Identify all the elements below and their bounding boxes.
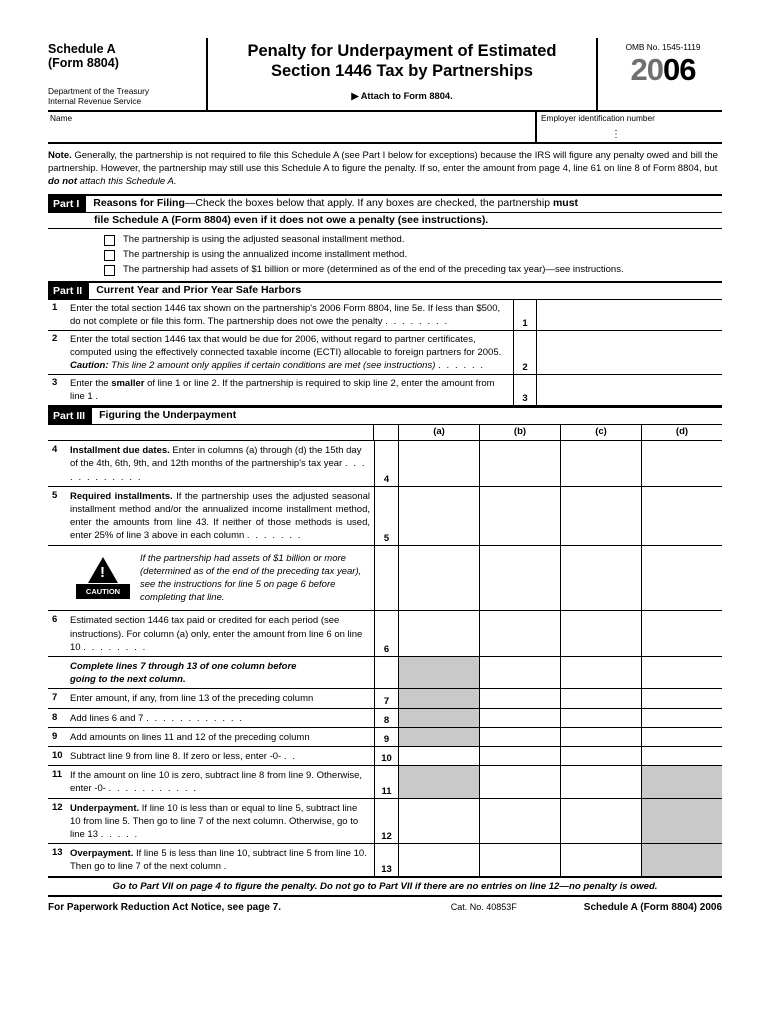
caution-cell-a[interactable]: [398, 546, 479, 611]
line-1-text: [70, 300, 513, 330]
line-8-number: 8: [52, 711, 58, 723]
line-13-text: [70, 844, 374, 875]
tax-year-prefix: 20: [630, 52, 663, 87]
note-label: Note.: [48, 150, 72, 161]
part-2-label: Part II: [48, 283, 89, 299]
caution-row: [48, 546, 722, 612]
line-8-linenum: 8: [374, 709, 398, 727]
line-7-cell-a: [398, 689, 479, 707]
caution-icon: [76, 557, 130, 599]
form-header: [48, 38, 722, 112]
complete-note-cell-b[interactable]: [479, 657, 560, 688]
part-3-column-headers: [48, 425, 722, 441]
line-12-cell-c[interactable]: [560, 799, 641, 844]
line-4-cell-d[interactable]: [641, 441, 722, 486]
form-number: (Form 8804): [48, 56, 119, 70]
line-11-description: If the amount on line 10 is zero, subtract line 8 from line 9. Otherwise, enter -0-: [70, 770, 363, 795]
line-8-row: [48, 709, 722, 728]
department-block: [48, 86, 200, 106]
complete-note-line-1: Complete lines 7 through 13 of one column before: [70, 660, 297, 672]
line-2-linenum: 2: [513, 331, 537, 374]
line-7-linenum: 7: [374, 689, 398, 707]
tax-year-suffix: 06: [663, 52, 696, 87]
part-1-bar: [48, 194, 722, 213]
line-1-number: 1: [52, 302, 58, 314]
line-9-text: [70, 728, 374, 746]
line-8-cell-d[interactable]: [641, 709, 722, 727]
line-11-cell-a: [398, 766, 479, 797]
caution-block: [48, 546, 374, 611]
line-4-linenum: 4: [374, 441, 398, 486]
complete-note-cell-a: [398, 657, 479, 688]
line-1-linenum: 1: [513, 300, 537, 330]
goto-part-7-bar: Go to Part VII on page 4 to figure the penalty. Do not go to Part VII if there are no entries on line 12—no penalty is owed.: [48, 877, 722, 897]
header-center: [208, 38, 598, 110]
line-3-number: 3: [52, 377, 58, 389]
line-5-linenum: 5: [374, 487, 398, 545]
line-7-cell-c[interactable]: [560, 689, 641, 707]
line-6-description: Estimated section 1446 tax paid or credited for each period (see instructions). For column (a) only, enter the amount from line 6 on line 10: [70, 615, 363, 653]
column-header-d: (d): [641, 425, 722, 440]
schedule-title: [48, 42, 200, 70]
line-4-text: [70, 441, 374, 486]
line-3-description-c: of line 1 or line 2. If the partnership is required to skip line 2, enter the amount from line 1: [70, 378, 495, 403]
line-11-cell-d: [641, 766, 722, 797]
line-5-row: [48, 487, 722, 546]
line-12-cell-a[interactable]: [398, 799, 479, 844]
line-7-cell-d[interactable]: [641, 689, 722, 707]
note-text: Generally, the partnership is not required to file this Schedule A (see Part I below for exceptions) because the IRS will figure any penalty owed and bill the partnership. However, the partnership may still use this Schedule A to figure the penalty. If so, enter the amount from page 4, line 61 on line 8 of Form 8804, but: [48, 150, 718, 175]
line-9-description: Add amounts on lines 11 and 12 of the preceding column: [70, 731, 310, 743]
line-5-cell-b[interactable]: [479, 487, 560, 545]
complete-note-cell-c[interactable]: [560, 657, 641, 688]
catalog-number: Cat. No. 40853F: [450, 901, 517, 912]
part-1-label: Part I: [48, 196, 86, 212]
line-7-row: [48, 689, 722, 708]
line-5-number: 5: [52, 489, 58, 501]
line-8-cell-a: [398, 709, 479, 727]
caution-cell-b[interactable]: [479, 546, 560, 611]
omb-number: OMB No. 1545-1119: [625, 42, 701, 52]
line-8-text: [70, 709, 374, 727]
part-1-checkbox-group: [48, 229, 722, 281]
line-2-caution-label: Caution:: [70, 360, 109, 372]
part-2-heading: Current Year and Prior Year Safe Harbors: [96, 284, 302, 297]
line-13-cell-d: [641, 844, 722, 875]
form-title-line-1: Penalty for Underpayment of Estimated: [247, 42, 557, 60]
line-12-linenum: 12: [374, 799, 398, 844]
line-10-description: Subtract line 9 from line 8. If zero or less, enter -0-: [70, 750, 282, 762]
line-6-cell-a[interactable]: [398, 611, 479, 656]
caution-cell-d[interactable]: [641, 546, 722, 611]
line-10-row: [48, 747, 722, 766]
line-6-text: [70, 611, 374, 656]
line-7-description: Enter amount, if any, from line 13 of the preceding column: [70, 693, 314, 705]
line-13-row: [48, 844, 722, 876]
line-12-text: [70, 799, 374, 844]
line-4-dots: . . . . . . . . . . . .: [70, 458, 367, 483]
line-7-number: 7: [52, 692, 58, 704]
line-6-cell-b[interactable]: [479, 611, 560, 656]
line-2-dots: . . . . . .: [438, 360, 485, 372]
checkbox-annualized-icon[interactable]: [104, 250, 115, 261]
part-3-bar: [48, 406, 722, 425]
column-header-c: (c): [560, 425, 641, 440]
line-11-row: [48, 766, 722, 798]
line-13-cell-b[interactable]: [479, 844, 560, 875]
line-3-smaller: smaller: [111, 378, 145, 390]
part-1-heading: [86, 196, 722, 212]
line-11-cell-b[interactable]: [479, 766, 560, 797]
line-10-text: [70, 747, 374, 765]
form-title: [214, 41, 590, 81]
line-1-description: Enter the total section 1446 tax shown on the partnership's 2006 Form 8804, line 5e. If less than $500, do not complete or file this form. The partnership does not owe the penalty: [70, 303, 501, 328]
line-4-cell-c[interactable]: [560, 441, 641, 486]
line-8-cell-c[interactable]: [560, 709, 641, 727]
line-11-cell-c[interactable]: [560, 766, 641, 797]
line-6-number: 6: [52, 614, 58, 626]
part-1-heading-bold: Reasons for Filing: [93, 196, 185, 209]
part-3-heading: Figuring the Underpayment: [99, 409, 237, 422]
line-4-number: 4: [52, 444, 58, 456]
line-10-dots: . .: [283, 750, 297, 762]
note-text-end: attach this Schedule A.: [77, 176, 177, 188]
note-block: [48, 144, 722, 194]
line-9-number: 9: [52, 730, 58, 742]
line-8-description: Add lines 6 and 7: [70, 712, 144, 724]
footer-schedule: Schedule A (Form 8804) 2006: [583, 901, 722, 913]
line-3-description-a: Enter the: [70, 378, 112, 390]
checkbox-assets-icon[interactable]: [104, 265, 115, 276]
line-2-caution-text: This line 2 amount only applies if certain conditions are met (see instructions): [108, 360, 436, 372]
line-4-row: [48, 441, 722, 487]
caution-linenum-spacer: [374, 546, 398, 611]
form-footer: [48, 897, 722, 913]
part-3-label: Part III: [48, 408, 92, 424]
checkbox-assets-label: The partnership had assets of $1 billion or more (determined as of the end of the preceding tax year)—see instructions.: [123, 264, 624, 276]
name-field[interactable]: [48, 112, 537, 142]
part-2-bar: [48, 281, 722, 300]
line-5-cell-d[interactable]: [641, 487, 722, 545]
line-12-row: [48, 799, 722, 845]
line-5-description: If the partnership uses the adjusted seasonal installment method and/or the annualized income installment method, enter the amounts from line 43. If neither of those methods is used, enter 25% of line 3 above in each column: [70, 490, 370, 542]
line-6-row: [48, 611, 722, 657]
line-2-amount-field[interactable]: [537, 331, 722, 374]
checkbox-row-annualized[interactable]: [48, 248, 722, 262]
line-9-row: [48, 728, 722, 747]
department-line-1: Department of the Treasury: [48, 86, 149, 96]
line-7-text: [70, 689, 374, 707]
line-11-number: 11: [52, 769, 63, 781]
caution-icon-label: CAUTION: [76, 584, 130, 599]
line-12-dots: . . . . .: [100, 828, 139, 840]
line-4-cell-b[interactable]: [479, 441, 560, 486]
line-3-amount-field[interactable]: [537, 375, 722, 405]
checkbox-annualized-label: The partnership is using the annualized income installment method.: [123, 249, 408, 261]
line-12-description: If line 10 is less than or equal to line 5, subtract line 10 from line 5. Then go to line 7 of the next column. Otherwise, go to line 13: [70, 802, 359, 840]
line-4-bold: Installment due dates.: [70, 445, 170, 457]
line-12-number: 12: [52, 801, 63, 813]
line-10-cell-b[interactable]: [479, 747, 560, 765]
line-12-cell-d: [641, 799, 722, 844]
line-3-text: [70, 375, 513, 405]
line-9-cell-d[interactable]: [641, 728, 722, 746]
column-header-linenum: [373, 425, 398, 440]
line-10-linenum: 10: [374, 747, 398, 765]
complete-note-row: [48, 657, 722, 689]
column-header-spacer: [48, 425, 373, 440]
line-13-cell-c[interactable]: [560, 844, 641, 875]
note-emphasis: do not: [48, 176, 78, 188]
line-4-cell-a[interactable]: [398, 441, 479, 486]
department-line-2: Internal Revenue Service: [48, 96, 142, 106]
line-3-linenum: 3: [513, 375, 537, 405]
line-2-text: [70, 331, 513, 374]
line-13-dots: .: [223, 861, 228, 873]
complete-note-line-2: going to the next column.: [70, 674, 186, 686]
line-13-bold: Overpayment.: [70, 848, 134, 860]
line-5-cell-a[interactable]: [398, 487, 479, 545]
schedule-name: Schedule A: [48, 42, 116, 56]
line-8-cell-b[interactable]: [479, 709, 560, 727]
line-2-row: [48, 331, 722, 375]
line-5-text: [70, 487, 374, 545]
checkbox-seasonal-label: The partnership is using the adjusted seasonal installment method.: [123, 234, 405, 246]
line-12-bold: Underpayment.: [70, 802, 140, 814]
line-10-cell-a[interactable]: [398, 747, 479, 765]
line-4-description: Enter in columns (a) through (d) the 15th day of the 4th, 6th, 9th, and 12th months of the partnership's tax year: [70, 445, 362, 470]
complete-note-linenum: [374, 657, 398, 688]
line-2-description: Enter the total section 1446 tax that would be due for 2006, without regard to partner certificates, computed using the effectively connected taxable income (ECTI) allocable to foreign partners for 2005.: [70, 334, 502, 359]
header-right: [598, 38, 722, 110]
part-1-heading-rest: —Check the boxes below that apply. If any boxes are checked, the partnership: [184, 196, 553, 209]
line-5-bold: Required installments.: [70, 490, 173, 502]
line-9-cell-c[interactable]: [560, 728, 641, 746]
line-6-linenum: 6: [374, 611, 398, 656]
line-11-text: [70, 766, 374, 797]
caution-cell-c[interactable]: [560, 546, 641, 611]
ein-field[interactable]: [537, 112, 722, 142]
line-1-amount-field[interactable]: [537, 300, 722, 330]
line-2-number: 2: [52, 333, 58, 345]
line-10-number: 10: [52, 749, 63, 761]
line-9-cell-a: [398, 728, 479, 746]
line-12-cell-b[interactable]: [479, 799, 560, 844]
line-5-dots: . . . . . . .: [246, 530, 303, 542]
line-3-row: [48, 375, 722, 406]
line-13-description: If line 5 is less than line 10, subtract line 5 from line 10. Then go to line 7 of the next column: [70, 848, 367, 873]
line-13-linenum: 13: [374, 844, 398, 875]
checkbox-row-seasonal[interactable]: [48, 233, 722, 247]
line-9-linenum: 9: [374, 728, 398, 746]
checkbox-row-assets[interactable]: [48, 263, 722, 277]
line-11-linenum: 11: [374, 766, 398, 797]
complete-note-spacer: [48, 657, 70, 688]
name-label: Name: [50, 113, 73, 123]
caution-text: If the partnership had assets of $1 billion or more (determined as of the end of the preceding tax year), see the instructions for line 5 on page 6 before completing that line.: [140, 552, 362, 604]
checkbox-seasonal-icon[interactable]: [104, 235, 115, 246]
part-1-heading-line-2: [48, 213, 722, 230]
line-6-dots: . . . . . . . .: [83, 641, 147, 653]
line-7-cell-b[interactable]: [479, 689, 560, 707]
line-8-dots: . . . . . . . . . . . .: [146, 712, 244, 724]
line-11-dots: . . . . . . . . . . .: [108, 783, 198, 795]
name-ein-row: [48, 112, 722, 144]
line-6-cell-d[interactable]: [641, 611, 722, 656]
column-header-b: (b): [479, 425, 560, 440]
line-5-cell-c[interactable]: [560, 487, 641, 545]
line-6-cell-c[interactable]: [560, 611, 641, 656]
ein-separator: ⋮: [611, 129, 623, 140]
form-title-line-2: Section 1446 Tax by Partnerships: [271, 62, 533, 80]
column-header-a: (a): [398, 425, 479, 440]
complete-note-text: [70, 657, 374, 688]
line-9-cell-b[interactable]: [479, 728, 560, 746]
header-left: [48, 38, 208, 110]
ein-label: Employer identification number: [541, 113, 655, 123]
tax-year: [604, 54, 722, 86]
line-13-cell-a[interactable]: [398, 844, 479, 875]
part-1-heading-line-2-text: file Schedule A (Form 8804) even if it does not owe a penalty (see instructions).: [94, 213, 489, 226]
attach-instruction: ▶ Attach to Form 8804.: [351, 91, 453, 101]
line-3-dots: .: [95, 391, 100, 403]
part-1-heading-must: must: [552, 196, 579, 209]
line-1-dots: . . . . . . . .: [385, 316, 449, 328]
complete-note-cell-d[interactable]: [641, 657, 722, 688]
caution-icon-glyph: !: [100, 563, 105, 581]
paperwork-notice: For Paperwork Reduction Act Notice, see page 7.: [48, 901, 282, 913]
line-13-number: 13: [52, 847, 63, 859]
line-1-row: [48, 300, 722, 331]
line-10-cell-d[interactable]: [641, 747, 722, 765]
line-10-cell-c[interactable]: [560, 747, 641, 765]
